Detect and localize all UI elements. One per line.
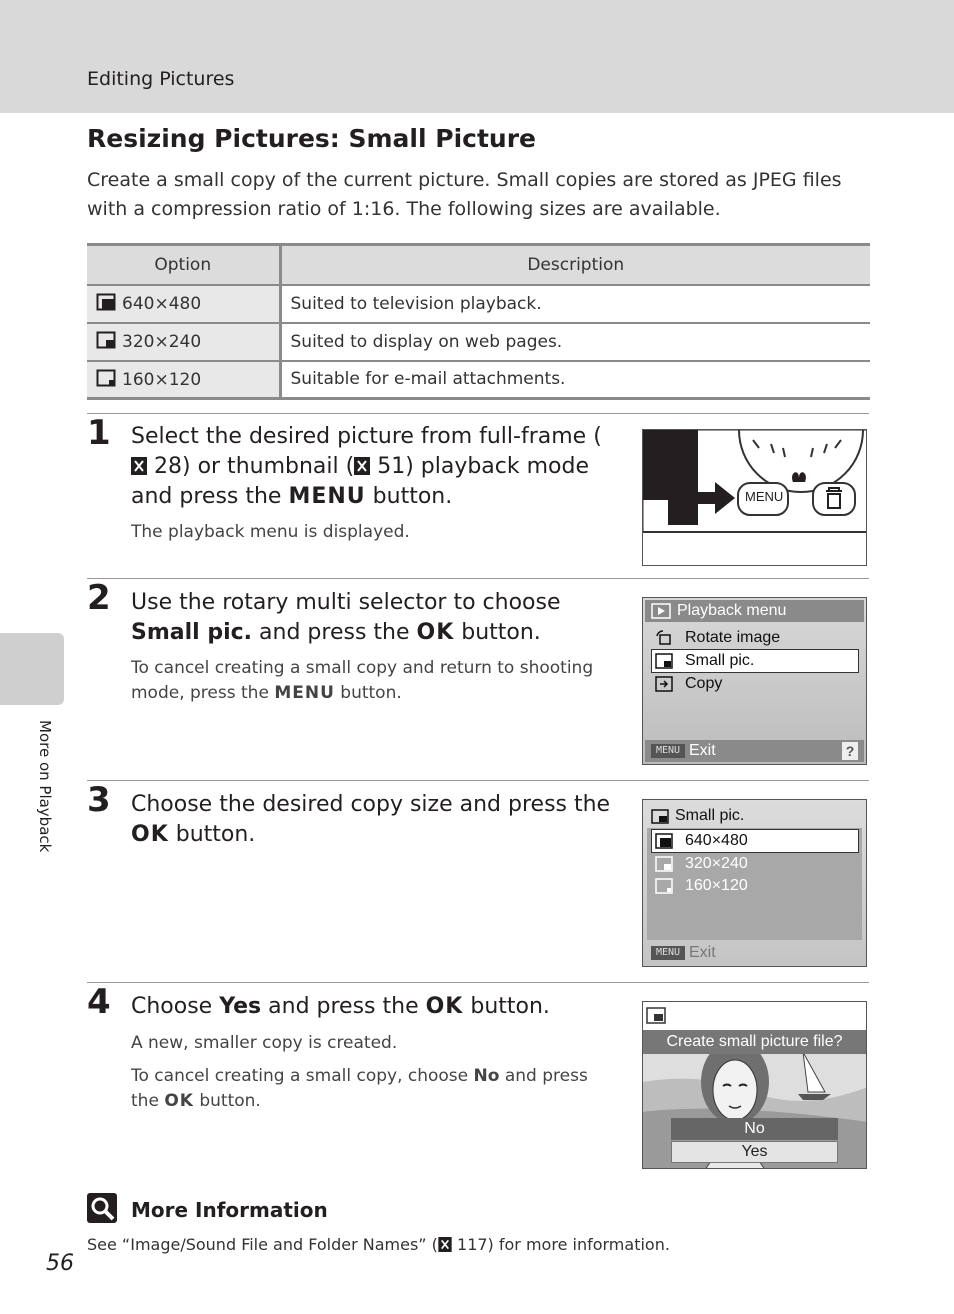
image-size-medium-icon [96,331,116,349]
step-1-text [131,422,611,512]
reference-icon [354,457,370,475]
rotate-icon [655,630,673,646]
ok-button-glyph: OK [164,1091,194,1111]
confirm-prompt: Create small picture file? [643,1030,866,1054]
section-label: Editing Pictures [87,68,235,90]
step-divider [87,982,869,983]
menu-tag: MENU [651,946,685,960]
copy-icon [655,676,673,692]
step-text-part: and press the [252,620,417,645]
playback-icon [651,603,671,619]
menu-item-copy[interactable] [651,673,722,695]
step-text-part: button. [463,994,550,1019]
step-4-note-1: A new, smaller copy is created. [131,1033,398,1053]
step-number: 4 [87,982,111,1022]
option-label: 160×120 [122,369,202,390]
side-label: More on Playback [36,720,54,853]
side-tab [0,633,64,705]
step-divider [87,780,869,781]
more-information-title: More Information [131,1198,328,1222]
confirm-option-yes[interactable]: Yes [671,1141,838,1163]
step-4-text [131,992,611,1022]
reference-icon [438,1237,452,1252]
lcd-footer [645,740,864,762]
note-text-part: and press the [131,1066,588,1111]
step-1-note: The playback menu is displayed. [131,522,410,542]
step-text-part: Choose the desired copy size and press the [131,792,611,817]
step-3-text [131,790,611,850]
ok-button-glyph: OK [416,620,455,645]
note-text-part: To cancel creating a small copy and return to shooting mode, press the [131,658,594,703]
small-pic-icon [655,653,673,669]
option-cell [87,323,280,361]
footer-exit-label: Exit [689,742,716,759]
menu-item-160x120[interactable] [651,875,748,897]
note-text-part: To cancel creating a small copy, choose [131,1066,474,1086]
image-size-large-icon [655,833,673,849]
column-header-option: Option [87,245,280,285]
playback-menu-screen [642,597,867,765]
note-text-part: button. [193,1091,261,1111]
table-row [87,323,870,361]
more-information-text [87,1235,670,1254]
menu-button-glyph: MENU [274,683,335,703]
step-2-note [131,656,611,706]
column-header-description: Description [280,245,870,285]
footer-exit-label: Exit [689,944,716,961]
image-size-large-icon [96,293,116,311]
help-icon: ? [842,742,858,760]
step-number: 3 [87,780,111,820]
lcd-title-bar [645,600,864,622]
camera-menu-button: MENU [745,489,784,504]
menu-item-640x480[interactable] [651,830,748,852]
reference-icon [131,457,147,475]
menu-item-label: 640×480 [685,832,748,849]
image-size-small-icon [96,369,116,387]
option-label: 320×240 [122,332,202,352]
more-information-icon [87,1193,117,1223]
page-number: 56 [46,1251,74,1276]
step-text-bold: Yes [219,994,262,1019]
step-number: 2 [87,578,111,618]
description-cell: Suitable for e-mail attachments. [290,369,566,390]
image-size-small-icon [655,878,673,894]
step-text-part: Select the desired picture from full-frame ( [131,424,602,449]
step-text-part: 28) or thumbnail ( [147,454,355,479]
header-band [0,0,954,113]
menu-item-label: Copy [685,675,723,692]
ok-button-glyph: OK [425,994,464,1019]
menu-tag: MENU [651,744,685,758]
option-cell [87,285,280,323]
description-cell: Suited to television playback. [290,293,542,314]
option-cell [87,361,280,399]
lcd-title-bar [649,805,744,827]
step-text-part: button. [454,620,541,645]
step-text-part: Choose [131,994,220,1019]
menu-item-320x240[interactable] [651,853,748,875]
step-text-part: 51) playback mode and press the [131,454,590,509]
menu-item-label: Small pic. [685,652,755,669]
step-4-note-2 [131,1064,611,1114]
step-2-text [131,588,611,648]
menu-item-label: 160×120 [685,877,748,894]
step-text-part: and press the [261,994,426,1019]
lcd-title-text: Playback menu [677,602,787,619]
ok-button-glyph: OK [131,822,169,847]
option-label: 640×480 [122,294,202,314]
note-text-part: button. [334,683,402,703]
intro-paragraph: Create a small copy of the current picture. Small copies are stored as JPEG files with a compression ratio of 1:16. The following sizes are available. [87,169,842,220]
size-options-table [87,243,870,400]
step-text-bold: Small pic. [131,620,253,645]
small-pic-icon [651,809,669,824]
confirm-option-no[interactable]: No [671,1118,838,1140]
menu-button-glyph: MENU [288,484,366,509]
page-title: Resizing Pictures: Small Picture [87,124,537,153]
step-divider [87,413,869,414]
step-text-part: Use the rotary multi selector to choose [131,590,561,615]
menu-item-label: Rotate image [685,629,781,646]
more-text-part: See “Image/Sound File and Folder Names” ( [87,1235,438,1254]
image-size-medium-icon [655,856,673,872]
table-row [87,361,870,399]
step-divider [87,578,869,579]
step-number: 1 [87,413,111,453]
confirm-screen [642,1001,867,1169]
menu-item-label: 320×240 [685,855,748,872]
step-text-part: button. [365,484,453,509]
camera-back-illustration [642,429,867,566]
note-text-bold: No [473,1066,500,1086]
menu-item-small-pic[interactable] [651,650,754,672]
description-cell: Suited to display on web pages. [290,331,563,352]
table-header-row [87,245,870,285]
menu-item-rotate-image[interactable] [651,627,780,649]
step-text-part: button. [168,822,256,847]
more-text-part: 117) for more information. [451,1235,670,1254]
size-menu-screen [642,799,867,967]
lcd-title-text: Small pic. [675,807,745,824]
lcd-footer [645,942,864,964]
table-row [87,285,870,323]
